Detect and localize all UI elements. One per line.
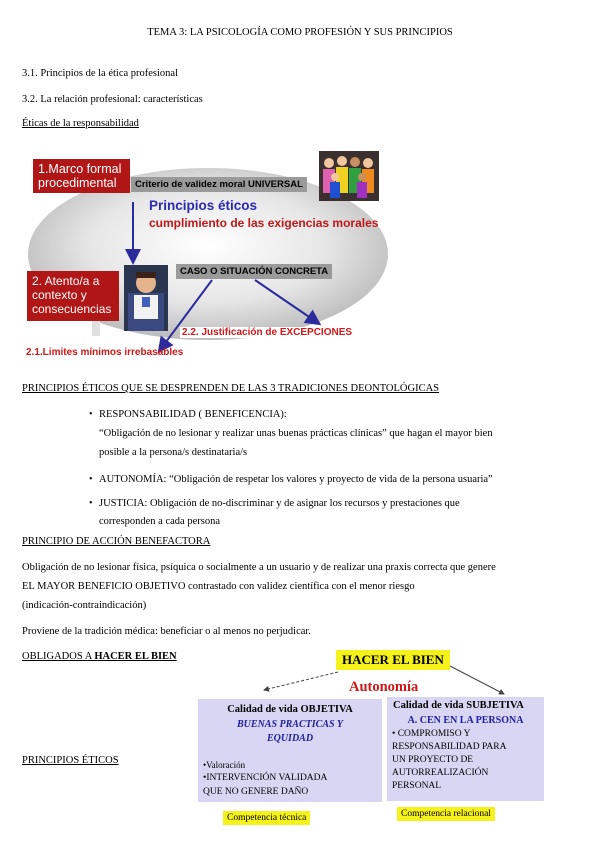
subjetiva-title: Calidad de vida SUBJETIVA [393,700,524,711]
responsabilidad-line2: posible a la persona/s destinataria/s [99,447,248,458]
section-3-2: 3.2. La relación profesional: características [22,94,203,105]
objetiva-l3: QUE NO GENERE DAÑO [203,787,309,797]
page-title: TEMA 3: LA PSICOLOGÍA COMO PROFESIÓN Y SUS PRINCIPIOS [147,27,453,38]
arrow-left-dashed [264,672,338,690]
objetiva-title: Calidad de vida OBJETIVA [227,704,353,715]
principios-eticos-label: PRINCIPIOS ÉTICOS [22,755,119,766]
objetiva-sub1: BUENAS PRACTICAS Y [237,719,343,730]
autonomia-label: Autonomía [349,679,419,695]
marco-formal-box: 1.Marco formal procedimental [33,159,130,193]
bullet-justicia: • [89,498,93,509]
section-3-1: 3.1. Principios de la ética profesional [22,68,178,79]
autonomia-item: AUTONOMÍA: “Obligación de respetar los valores y proyecto de vida de la persona usuaria” [99,474,493,485]
responsabilidad-title: RESPONSABILIDAD ( BENEFICENCIA): [99,409,287,420]
subjetiva-l1: • COMPROMISO Y [392,729,471,739]
justificacion-label: 2.2. Justificación de EXCEPCIONES [182,327,353,338]
obligados-prefix: OBLIGADOS A [22,651,95,662]
eticas-heading: Éticas de la responsabilidad [22,118,139,129]
principios-eticos-title: Principios éticos [149,198,258,213]
principios-eticos-sub: cumplimiento de las exigencias morales [149,216,379,230]
caso-bar: CASO O SITUACIÓN CONCRETA [176,264,332,279]
atento-box: 2. Atento/a a contexto y consecuencias [27,271,119,321]
principios-heading: PRINCIPIOS ÉTICOS QUE SE DESPRENDEN DE LAS 3 TRADICIONES DEONTOLÓGICAS [22,383,440,394]
obligados-hacer: HACER EL BIEN [94,651,177,662]
calidad-objetiva-box [198,699,382,802]
bullet-autonomia: • [89,474,93,485]
competencia-relacional-box: Competencia relacional [397,807,495,821]
limites-label: 2.1.Limites mínimos irrebasables [26,347,184,358]
child-photo-icon [124,265,168,331]
accion-p1: Obligación de no lesionar física, psíquica o socialmente a un usuario y de realizar una praxis correcta que genere [22,562,496,573]
accion-heading: PRINCIPIO DE ACCIÓN BENEFACTORA [22,536,211,547]
justicia-line1: JUSTICIA: Obligación de no-discriminar y de asignar los recursos y prestaciones que [99,498,460,509]
accion-p3: (indicación-contraindicación) [22,600,147,611]
hacer-el-bien-box: HACER EL BIEN [336,650,450,670]
objetiva-l1: •Valoración [203,760,246,770]
subjetiva-l3: UN PROYECTO DE [392,755,474,765]
accion-p2: EL MAYOR BENEFICIO OBJETIVO contrastado con validez científica con el menor riesgo [22,581,415,592]
calidad-subjetiva-box [387,697,544,801]
objetiva-l2: •INTERVENCIÓN VALIDADA [203,773,328,783]
bullet-responsabilidad: • [89,409,93,420]
subjetiva-sub: A. CEN EN LA PERSONA [407,715,524,726]
arrow-right [450,666,504,694]
competencia-tecnica-box: Competencia técnica [223,811,310,825]
objetiva-sub2: EQUIDAD [266,733,314,744]
justicia-line2: corresponden a cada persona [99,516,220,527]
box2-stand [92,320,100,336]
subjetiva-l4: AUTORREALIZACIÓN [392,768,489,778]
ethics-diagram [0,140,600,375]
accion-p4: Proviene de la tradición médica: beneficiar o al menos no perjudicar. [22,626,311,637]
criterio-bar: Criterio de validez moral UNIVERSAL [131,177,307,192]
responsabilidad-line1: “Obligación de no lesionar y realizar unas buenas prácticas clínicas” que hagan el mayor bien [99,428,493,439]
people-group-icon [319,151,379,201]
subjetiva-l2: RESPONSABILIDAD PARA [392,742,507,752]
subjetiva-l5: PERSONAL [392,781,442,791]
